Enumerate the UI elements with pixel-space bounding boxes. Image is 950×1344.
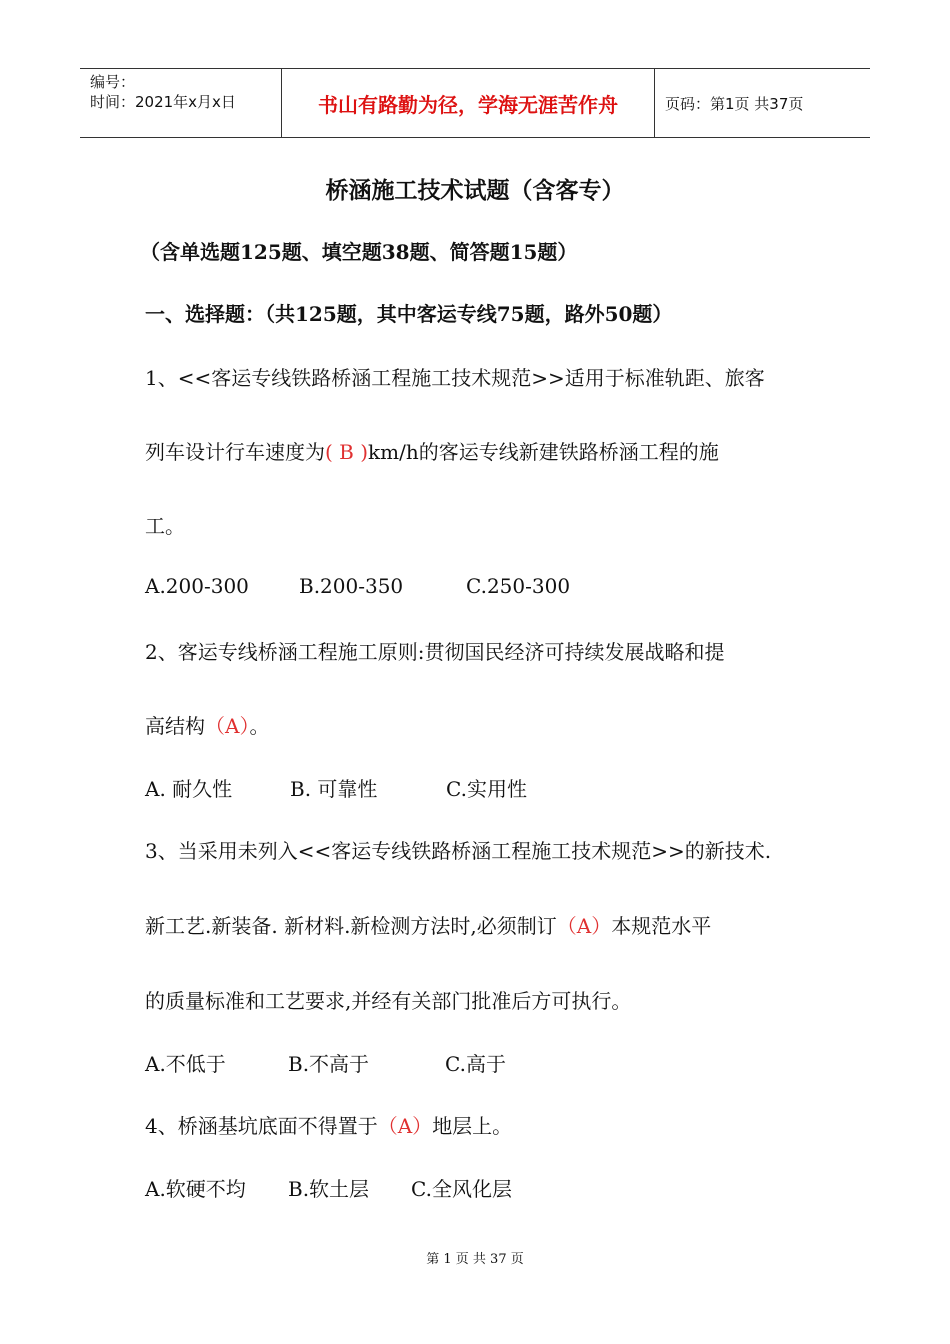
q2-text-post: 。 — [249, 714, 270, 738]
q3-text-pre: 新工艺.新装备. 新材料.新检测方法时,必须制订 — [145, 914, 557, 938]
q1-text-pre: 列车设计行车速度为 — [145, 440, 325, 464]
q1-option-a: A.200-300 — [145, 574, 249, 598]
q1-option-b: B.200-350 — [299, 574, 404, 598]
q2-answer: （A） — [205, 714, 250, 738]
q1-line3: 工。 — [145, 514, 185, 538]
q4-text-pre: 4、桥涵基坑底面不得置于 — [145, 1114, 378, 1138]
header-motto: 书山有路勤为径，学海无涯苦作舟 — [282, 69, 655, 137]
page-header — [80, 68, 870, 138]
doc-time-label: 时间：2021年x月x日 — [90, 93, 236, 111]
q3-option-b: B.不高于 — [288, 1052, 370, 1076]
q3-text-post: 本规范水平 — [611, 914, 712, 938]
q1-answer: ( B ) — [325, 440, 369, 464]
q1-text-post: km/h的客运专线新建铁路桥涵工程的施 — [368, 440, 719, 464]
header-meta — [80, 69, 282, 137]
section-heading-choice: 一、选择题：（共125题，其中客运专线75题，路外50题） — [145, 302, 673, 326]
q1-option-c: C.250-300 — [466, 574, 571, 598]
q4-line1 — [145, 1110, 512, 1139]
q4-option-a: A.软硬不均 — [145, 1177, 246, 1201]
q2-options — [145, 773, 527, 802]
q3-option-a: A.不低于 — [145, 1052, 226, 1076]
q4-text-post: 地层上。 — [432, 1114, 513, 1138]
q2-line2 — [145, 710, 269, 739]
document-title: 桥涵施工技术试题（含客专） — [325, 177, 625, 204]
q3-line3: 的质量标准和工艺要求,并经有关部门批准后方可执行。 — [145, 989, 632, 1013]
header-page-label: 页码：第1页 共37页 — [665, 94, 804, 113]
q3-line1: 3、当采用未列入<<客运专线铁路桥涵工程施工技术规范>>的新技术. — [145, 839, 772, 863]
q4-option-b: B.软土层 — [288, 1177, 370, 1201]
q1-line1: 1、<<客运专线铁路桥涵工程施工技术规范>>适用于标准轨距、旅客 — [145, 366, 765, 390]
q2-option-b: B. 可靠性 — [290, 777, 378, 801]
q4-options — [145, 1173, 512, 1202]
q2-line1: 2、客运专线桥涵工程施工原则:贯彻国民经济可持续发展战略和提 — [145, 640, 725, 664]
q3-option-c: C.高于 — [445, 1052, 506, 1076]
q3-line2 — [145, 910, 711, 939]
doc-number-label: 编号： — [90, 73, 136, 91]
q3-options — [145, 1048, 506, 1077]
q2-option-c: C.实用性 — [446, 777, 527, 801]
q1-options — [145, 574, 570, 598]
page-footer: 第 1 页 共 37 页 — [426, 1252, 524, 1267]
q4-answer: （A） — [377, 1114, 433, 1138]
q3-answer: （A） — [556, 914, 612, 938]
q2-option-a: A. 耐久性 — [145, 777, 233, 801]
document-subtitle: （含单选题125题、填空题38题、简答题15题） — [140, 240, 578, 264]
q1-line2 — [145, 436, 719, 465]
q4-option-c: C.全风化层 — [411, 1177, 512, 1201]
q2-text-pre: 高结构 — [145, 714, 205, 738]
